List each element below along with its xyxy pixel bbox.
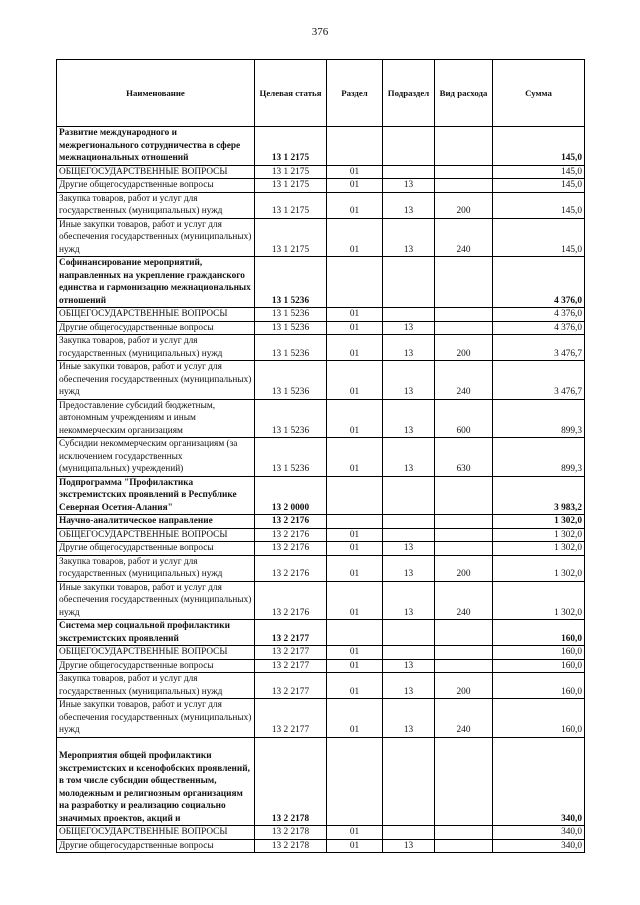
row-article: 13 2 2176 [255, 542, 327, 556]
table-row [57, 620, 585, 646]
table-row [57, 218, 585, 257]
row-name: ОБЩЕГОСУДАРСТВЕННЫЕ ВОПРОСЫ [57, 308, 255, 322]
row-section: 01 [327, 528, 383, 542]
row-name: Предоставление субсидий бюджетным, автономным учреждениям и иным некоммерческим организациям [57, 399, 255, 438]
header-article: Целевая статья [255, 60, 327, 127]
row-section [327, 127, 383, 166]
header-section: Раздел [327, 60, 383, 127]
row-sum: 340,0 [493, 737, 585, 826]
row-section: 01 [327, 839, 383, 853]
row-subsection [383, 515, 435, 529]
row-sum: 4 376,0 [493, 308, 585, 322]
row-name: Закупка товаров, работ и услуг для государственных (муниципальных) нужд [57, 335, 255, 361]
row-expense-type: 200 [435, 555, 493, 581]
row-subsection: 13 [383, 218, 435, 257]
row-subsection: 13 [383, 399, 435, 438]
row-expense-type: 200 [435, 335, 493, 361]
row-section: 01 [327, 361, 383, 400]
row-section: 01 [327, 581, 383, 620]
table-row [57, 673, 585, 699]
row-subsection [383, 826, 435, 840]
row-sum: 3 983,2 [493, 476, 585, 515]
row-sum: 145,0 [493, 192, 585, 218]
row-article: 13 1 2175 [255, 218, 327, 257]
row-name: Закупка товаров, работ и услуг для государственных (муниципальных) нужд [57, 192, 255, 218]
row-name: ОБЩЕГОСУДАРСТВЕННЫЕ ВОПРОСЫ [57, 646, 255, 660]
row-sum: 145,0 [493, 127, 585, 166]
row-expense-type: 240 [435, 581, 493, 620]
row-section: 01 [327, 646, 383, 660]
row-article: 13 1 2175 [255, 192, 327, 218]
row-section: 01 [327, 308, 383, 322]
row-name: Научно-аналитическое направление [57, 515, 255, 529]
row-sum: 145,0 [493, 179, 585, 193]
header-sum: Сумма [493, 60, 585, 127]
row-section: 01 [327, 179, 383, 193]
row-sum: 4 376,0 [493, 321, 585, 335]
row-sum: 3 476,7 [493, 361, 585, 400]
row-article: 13 1 2175 [255, 179, 327, 193]
table-row [57, 542, 585, 556]
table-row [57, 515, 585, 529]
row-article: 13 1 5236 [255, 438, 327, 477]
row-subsection [383, 127, 435, 166]
table-body [57, 127, 585, 853]
row-subsection [383, 646, 435, 660]
row-expense-type: 240 [435, 218, 493, 257]
row-subsection: 13 [383, 699, 435, 738]
row-sum: 145,0 [493, 218, 585, 257]
row-article: 13 2 2178 [255, 826, 327, 840]
row-expense-type: 200 [435, 673, 493, 699]
row-expense-type [435, 165, 493, 179]
row-subsection [383, 528, 435, 542]
row-sum: 4 376,0 [493, 257, 585, 308]
row-section: 01 [327, 192, 383, 218]
row-name: Другие общегосударственные вопросы [57, 659, 255, 673]
table-row [57, 165, 585, 179]
row-expense-type: 240 [435, 361, 493, 400]
row-name: Иные закупки товаров, работ и услуг для обеспечения государственных (муниципальных) нужд [57, 218, 255, 257]
table-row [57, 321, 585, 335]
row-sum: 3 476,7 [493, 335, 585, 361]
row-expense-type [435, 179, 493, 193]
table-row [57, 361, 585, 400]
table-row [57, 179, 585, 193]
row-article: 13 2 2176 [255, 555, 327, 581]
row-article: 13 1 5236 [255, 335, 327, 361]
row-expense-type [435, 127, 493, 166]
table-row [57, 438, 585, 477]
row-name: ОБЩЕГОСУДАРСТВЕННЫЕ ВОПРОСЫ [57, 528, 255, 542]
row-article: 13 2 2177 [255, 699, 327, 738]
row-sum: 899,3 [493, 399, 585, 438]
row-name: Подпрограмма "Профилактика экстремистских проявлений в Республике Северная Осетия-Алания" [57, 476, 255, 515]
table-row [57, 127, 585, 166]
table-row [57, 399, 585, 438]
row-article: 13 1 5236 [255, 399, 327, 438]
row-sum: 160,0 [493, 659, 585, 673]
row-section: 01 [327, 659, 383, 673]
row-article: 13 2 0000 [255, 476, 327, 515]
row-expense-type [435, 839, 493, 853]
row-expense-type [435, 515, 493, 529]
row-name: Система мер социальной профилактики экстремистских проявлений [57, 620, 255, 646]
row-sum: 160,0 [493, 620, 585, 646]
row-subsection [383, 737, 435, 826]
row-name: Иные закупки товаров, работ и услуг для обеспечения государственных (муниципальных) нужд [57, 361, 255, 400]
row-sum: 145,0 [493, 165, 585, 179]
row-expense-type [435, 528, 493, 542]
row-expense-type: 200 [435, 192, 493, 218]
row-article: 13 2 2178 [255, 737, 327, 826]
row-section: 01 [327, 399, 383, 438]
row-sum: 160,0 [493, 673, 585, 699]
row-section: 01 [327, 673, 383, 699]
row-sum: 1 302,0 [493, 515, 585, 529]
row-article: 13 1 2175 [255, 127, 327, 166]
row-article: 13 2 2178 [255, 839, 327, 853]
row-article: 13 2 2176 [255, 528, 327, 542]
row-name: ОБЩЕГОСУДАРСТВЕННЫЕ ВОПРОСЫ [57, 165, 255, 179]
table-row [57, 826, 585, 840]
row-article: 13 2 2176 [255, 515, 327, 529]
row-section: 01 [327, 335, 383, 361]
table-row [57, 699, 585, 738]
row-sum: 1 302,0 [493, 555, 585, 581]
row-section [327, 476, 383, 515]
table-row [57, 737, 585, 826]
row-article: 13 1 5236 [255, 321, 327, 335]
row-section: 01 [327, 438, 383, 477]
row-expense-type: 600 [435, 399, 493, 438]
row-sum: 1 302,0 [493, 581, 585, 620]
row-expense-type [435, 321, 493, 335]
row-expense-type [435, 542, 493, 556]
row-section [327, 737, 383, 826]
row-expense-type [435, 308, 493, 322]
row-name: Закупка товаров, работ и услуг для государственных (муниципальных) нужд [57, 673, 255, 699]
row-sum: 1 302,0 [493, 528, 585, 542]
row-section [327, 257, 383, 308]
table-row [57, 839, 585, 853]
header-name: Наименование [57, 60, 255, 127]
table-row [57, 257, 585, 308]
row-article: 13 2 2177 [255, 620, 327, 646]
row-subsection: 13 [383, 361, 435, 400]
row-expense-type [435, 737, 493, 826]
row-name: Иные закупки товаров, работ и услуг для обеспечения государственных (муниципальных) нужд [57, 581, 255, 620]
row-article: 13 1 5236 [255, 257, 327, 308]
row-article: 13 2 2177 [255, 673, 327, 699]
row-article: 13 2 2177 [255, 646, 327, 660]
table-row [57, 308, 585, 322]
row-subsection: 13 [383, 673, 435, 699]
row-section: 01 [327, 542, 383, 556]
row-name: Развитие международного и межрегионального сотрудничества в сфере межнациональных отношений [57, 127, 255, 166]
row-section: 01 [327, 826, 383, 840]
row-subsection: 13 [383, 839, 435, 853]
row-subsection [383, 476, 435, 515]
header-expense-type: Вид расхода [435, 60, 493, 127]
row-subsection: 13 [383, 179, 435, 193]
row-expense-type: 240 [435, 699, 493, 738]
row-section [327, 515, 383, 529]
row-expense-type [435, 257, 493, 308]
row-article: 13 2 2177 [255, 659, 327, 673]
row-subsection [383, 308, 435, 322]
row-name: Другие общегосударственные вопросы [57, 179, 255, 193]
row-sum: 160,0 [493, 699, 585, 738]
row-subsection [383, 620, 435, 646]
row-section: 01 [327, 555, 383, 581]
row-name: Софинансирование мероприятий, направленных на укрепление гражданского единства и гармонизацию межнациональных отношений [57, 257, 255, 308]
row-subsection: 13 [383, 321, 435, 335]
row-expense-type [435, 826, 493, 840]
row-section: 01 [327, 165, 383, 179]
row-subsection [383, 165, 435, 179]
row-name: Другие общегосударственные вопросы [57, 321, 255, 335]
row-subsection: 13 [383, 581, 435, 620]
row-article: 13 2 2176 [255, 581, 327, 620]
row-expense-type [435, 476, 493, 515]
row-expense-type [435, 659, 493, 673]
table-row [57, 476, 585, 515]
row-sum: 340,0 [493, 826, 585, 840]
row-name: Закупка товаров, работ и услуг для государственных (муниципальных) нужд [57, 555, 255, 581]
row-subsection: 13 [383, 542, 435, 556]
table-row [57, 335, 585, 361]
row-name: Субсидии некоммерческим организациям (за исключением государственных (муниципальных) учреждений) [57, 438, 255, 477]
table-row [57, 659, 585, 673]
table-row [57, 192, 585, 218]
row-name: Иные закупки товаров, работ и услуг для обеспечения государственных (муниципальных) нужд [57, 699, 255, 738]
row-section: 01 [327, 321, 383, 335]
row-sum: 160,0 [493, 646, 585, 660]
budget-table [56, 59, 585, 853]
table-row [57, 555, 585, 581]
row-expense-type [435, 646, 493, 660]
row-subsection: 13 [383, 438, 435, 477]
row-subsection: 13 [383, 335, 435, 361]
row-expense-type [435, 620, 493, 646]
row-sum: 340,0 [493, 839, 585, 853]
table-row [57, 581, 585, 620]
row-expense-type: 630 [435, 438, 493, 477]
row-subsection: 13 [383, 659, 435, 673]
row-section [327, 620, 383, 646]
row-name: Мероприятия общей профилактики экстремистских и ксенофобских проявлений, в том числе субсидии общественным, молодежным и религиозным организациям на разработку и реализацию социально значимых проектов, акций и [57, 737, 255, 826]
row-article: 13 1 5236 [255, 308, 327, 322]
table-header-row [57, 60, 585, 127]
table-row [57, 646, 585, 660]
row-subsection: 13 [383, 555, 435, 581]
row-name: Другие общегосударственные вопросы [57, 542, 255, 556]
row-sum: 1 302,0 [493, 542, 585, 556]
row-sum: 899,3 [493, 438, 585, 477]
row-section: 01 [327, 699, 383, 738]
row-name: Другие общегосударственные вопросы [57, 839, 255, 853]
row-subsection [383, 257, 435, 308]
header-subsection: Подраздел [383, 60, 435, 127]
row-name: ОБЩЕГОСУДАРСТВЕННЫЕ ВОПРОСЫ [57, 826, 255, 840]
row-article: 13 1 5236 [255, 361, 327, 400]
page-number: 376 [311, 26, 329, 38]
row-article: 13 1 2175 [255, 165, 327, 179]
row-subsection: 13 [383, 192, 435, 218]
table-row [57, 528, 585, 542]
row-section: 01 [327, 218, 383, 257]
